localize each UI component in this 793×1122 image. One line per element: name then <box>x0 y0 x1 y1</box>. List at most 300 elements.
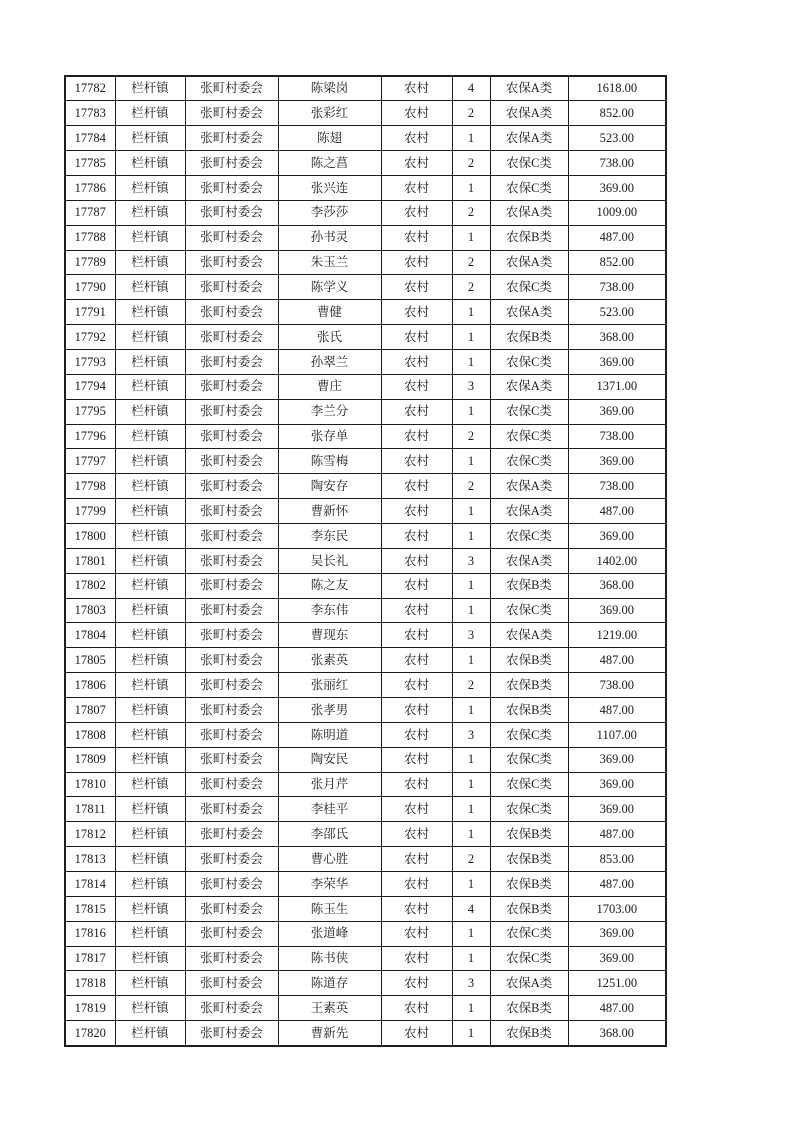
cell-amount: 1009.00 <box>568 200 666 225</box>
cell-town: 栏杆镇 <box>115 598 185 623</box>
cell-household-count: 3 <box>452 722 490 747</box>
cell-person-name: 曹健 <box>278 300 381 325</box>
table-row <box>65 747 666 772</box>
cell-residence-type: 农村 <box>381 648 452 673</box>
cell-household-count: 2 <box>452 200 490 225</box>
cell-town: 栏杆镇 <box>115 325 185 350</box>
cell-record-id: 17812 <box>65 822 115 847</box>
cell-village-committee: 张町村委会 <box>185 797 278 822</box>
cell-town: 栏杆镇 <box>115 797 185 822</box>
table-row <box>65 374 666 399</box>
cell-residence-type: 农村 <box>381 325 452 350</box>
cell-household-count: 1 <box>452 126 490 151</box>
cell-village-committee: 张町村委会 <box>185 424 278 449</box>
cell-town: 栏杆镇 <box>115 175 185 200</box>
table-row <box>65 1021 666 1046</box>
cell-record-id: 17788 <box>65 225 115 250</box>
cell-residence-type: 农村 <box>381 673 452 698</box>
table-row <box>65 847 666 872</box>
cell-household-count: 1 <box>452 325 490 350</box>
cell-insurance-category: 农保A类 <box>490 548 568 573</box>
cell-household-count: 1 <box>452 499 490 524</box>
cell-person-name: 陶安存 <box>278 474 381 499</box>
table-row <box>65 673 666 698</box>
cell-town: 栏杆镇 <box>115 921 185 946</box>
cell-residence-type: 农村 <box>381 921 452 946</box>
cell-amount: 487.00 <box>568 872 666 897</box>
cell-town: 栏杆镇 <box>115 548 185 573</box>
cell-town: 栏杆镇 <box>115 872 185 897</box>
cell-insurance-category: 农保B类 <box>490 648 568 673</box>
cell-town: 栏杆镇 <box>115 523 185 548</box>
cell-person-name: 曹新怀 <box>278 499 381 524</box>
cell-amount: 369.00 <box>568 175 666 200</box>
cell-amount: 852.00 <box>568 101 666 126</box>
cell-household-count: 1 <box>452 822 490 847</box>
cell-household-count: 2 <box>452 424 490 449</box>
cell-insurance-category: 农保C类 <box>490 797 568 822</box>
cell-village-committee: 张町村委会 <box>185 101 278 126</box>
cell-person-name: 张丽红 <box>278 673 381 698</box>
cell-household-count: 1 <box>452 175 490 200</box>
cell-household-count: 2 <box>452 474 490 499</box>
cell-residence-type: 农村 <box>381 424 452 449</box>
cell-record-id: 17807 <box>65 697 115 722</box>
cell-record-id: 17791 <box>65 300 115 325</box>
cell-village-committee: 张町村委会 <box>185 126 278 151</box>
cell-residence-type: 农村 <box>381 971 452 996</box>
cell-town: 栏杆镇 <box>115 349 185 374</box>
cell-residence-type: 农村 <box>381 722 452 747</box>
cell-town: 栏杆镇 <box>115 996 185 1021</box>
cell-amount: 1618.00 <box>568 76 666 101</box>
cell-insurance-category: 农保A类 <box>490 300 568 325</box>
cell-residence-type: 农村 <box>381 449 452 474</box>
cell-household-count: 4 <box>452 76 490 101</box>
cell-village-committee: 张町村委会 <box>185 623 278 648</box>
cell-amount: 853.00 <box>568 847 666 872</box>
table-row <box>65 76 666 101</box>
table-row <box>65 175 666 200</box>
cell-town: 栏杆镇 <box>115 101 185 126</box>
table-row <box>65 151 666 176</box>
cell-amount: 738.00 <box>568 673 666 698</box>
cell-town: 栏杆镇 <box>115 76 185 101</box>
table-row <box>65 225 666 250</box>
cell-household-count: 1 <box>452 225 490 250</box>
table-row <box>65 250 666 275</box>
cell-record-id: 17802 <box>65 573 115 598</box>
table-row <box>65 101 666 126</box>
cell-village-committee: 张町村委会 <box>185 946 278 971</box>
cell-amount: 523.00 <box>568 300 666 325</box>
cell-person-name: 张月芹 <box>278 772 381 797</box>
cell-town: 栏杆镇 <box>115 151 185 176</box>
cell-town: 栏杆镇 <box>115 474 185 499</box>
table-row <box>65 872 666 897</box>
cell-amount: 369.00 <box>568 523 666 548</box>
cell-person-name: 王素英 <box>278 996 381 1021</box>
table-row <box>65 772 666 797</box>
table-row <box>65 200 666 225</box>
cell-town: 栏杆镇 <box>115 946 185 971</box>
cell-record-id: 17787 <box>65 200 115 225</box>
cell-household-count: 2 <box>452 151 490 176</box>
cell-residence-type: 农村 <box>381 797 452 822</box>
cell-insurance-category: 农保C类 <box>490 151 568 176</box>
cell-insurance-category: 农保B类 <box>490 673 568 698</box>
cell-person-name: 张道峰 <box>278 921 381 946</box>
cell-residence-type: 农村 <box>381 474 452 499</box>
cell-residence-type: 农村 <box>381 349 452 374</box>
cell-insurance-category: 农保B类 <box>490 996 568 1021</box>
cell-amount: 1251.00 <box>568 971 666 996</box>
cell-household-count: 1 <box>452 996 490 1021</box>
table-row <box>65 697 666 722</box>
cell-person-name: 李邵氏 <box>278 822 381 847</box>
pension-table <box>64 75 667 1047</box>
cell-town: 栏杆镇 <box>115 573 185 598</box>
cell-record-id: 17803 <box>65 598 115 623</box>
cell-village-committee: 张町村委会 <box>185 573 278 598</box>
cell-person-name: 陈明道 <box>278 722 381 747</box>
cell-person-name: 曹心胜 <box>278 847 381 872</box>
cell-residence-type: 农村 <box>381 996 452 1021</box>
cell-village-committee: 张町村委会 <box>185 474 278 499</box>
cell-record-id: 17814 <box>65 872 115 897</box>
table-row <box>65 548 666 573</box>
cell-insurance-category: 农保C类 <box>490 946 568 971</box>
cell-village-committee: 张町村委会 <box>185 175 278 200</box>
cell-record-id: 17798 <box>65 474 115 499</box>
cell-person-name: 陈道存 <box>278 971 381 996</box>
cell-town: 栏杆镇 <box>115 275 185 300</box>
cell-household-count: 1 <box>452 946 490 971</box>
table-row <box>65 474 666 499</box>
cell-village-committee: 张町村委会 <box>185 673 278 698</box>
cell-insurance-category: 农保B类 <box>490 573 568 598</box>
cell-household-count: 1 <box>452 747 490 772</box>
cell-person-name: 张素英 <box>278 648 381 673</box>
table-row <box>65 523 666 548</box>
cell-insurance-category: 农保C类 <box>490 772 568 797</box>
cell-insurance-category: 农保A类 <box>490 250 568 275</box>
cell-amount: 368.00 <box>568 325 666 350</box>
cell-amount: 369.00 <box>568 399 666 424</box>
cell-person-name: 陈梁岗 <box>278 76 381 101</box>
cell-residence-type: 农村 <box>381 623 452 648</box>
cell-insurance-category: 农保C类 <box>490 424 568 449</box>
cell-town: 栏杆镇 <box>115 424 185 449</box>
cell-residence-type: 农村 <box>381 573 452 598</box>
cell-amount: 369.00 <box>568 598 666 623</box>
cell-record-id: 17789 <box>65 250 115 275</box>
cell-record-id: 17808 <box>65 722 115 747</box>
cell-village-committee: 张町村委会 <box>185 648 278 673</box>
cell-household-count: 2 <box>452 673 490 698</box>
cell-village-committee: 张町村委会 <box>185 151 278 176</box>
cell-residence-type: 农村 <box>381 822 452 847</box>
cell-amount: 738.00 <box>568 474 666 499</box>
cell-village-committee: 张町村委会 <box>185 374 278 399</box>
table-row <box>65 275 666 300</box>
cell-person-name: 曹新先 <box>278 1021 381 1046</box>
cell-record-id: 17805 <box>65 648 115 673</box>
cell-village-committee: 张町村委会 <box>185 971 278 996</box>
cell-town: 栏杆镇 <box>115 623 185 648</box>
cell-record-id: 17783 <box>65 101 115 126</box>
cell-village-committee: 张町村委会 <box>185 747 278 772</box>
cell-record-id: 17782 <box>65 76 115 101</box>
cell-residence-type: 农村 <box>381 523 452 548</box>
cell-record-id: 17810 <box>65 772 115 797</box>
cell-record-id: 17804 <box>65 623 115 648</box>
cell-record-id: 17815 <box>65 896 115 921</box>
cell-person-name: 孙翠兰 <box>278 349 381 374</box>
cell-insurance-category: 农保B类 <box>490 225 568 250</box>
cell-village-committee: 张町村委会 <box>185 449 278 474</box>
cell-amount: 369.00 <box>568 349 666 374</box>
cell-village-committee: 张町村委会 <box>185 772 278 797</box>
cell-person-name: 陈学义 <box>278 275 381 300</box>
cell-residence-type: 农村 <box>381 101 452 126</box>
cell-person-name: 李桂平 <box>278 797 381 822</box>
cell-village-committee: 张町村委会 <box>185 499 278 524</box>
cell-town: 栏杆镇 <box>115 300 185 325</box>
cell-record-id: 17809 <box>65 747 115 772</box>
cell-amount: 369.00 <box>568 797 666 822</box>
cell-residence-type: 农村 <box>381 175 452 200</box>
cell-record-id: 17793 <box>65 349 115 374</box>
cell-residence-type: 农村 <box>381 548 452 573</box>
cell-village-committee: 张町村委会 <box>185 822 278 847</box>
table-row <box>65 623 666 648</box>
cell-record-id: 17799 <box>65 499 115 524</box>
table-row <box>65 996 666 1021</box>
cell-insurance-category: 农保C类 <box>490 747 568 772</box>
cell-household-count: 1 <box>452 697 490 722</box>
cell-household-count: 1 <box>452 399 490 424</box>
cell-town: 栏杆镇 <box>115 772 185 797</box>
cell-insurance-category: 农保A类 <box>490 374 568 399</box>
table-row <box>65 648 666 673</box>
cell-household-count: 4 <box>452 896 490 921</box>
cell-person-name: 李荣华 <box>278 872 381 897</box>
table-row <box>65 797 666 822</box>
cell-record-id: 17800 <box>65 523 115 548</box>
cell-residence-type: 农村 <box>381 126 452 151</box>
cell-household-count: 3 <box>452 971 490 996</box>
cell-person-name: 陈雪梅 <box>278 449 381 474</box>
table-row <box>65 325 666 350</box>
cell-village-committee: 张町村委会 <box>185 225 278 250</box>
cell-amount: 487.00 <box>568 697 666 722</box>
cell-person-name: 李东伟 <box>278 598 381 623</box>
cell-person-name: 张兴连 <box>278 175 381 200</box>
cell-residence-type: 农村 <box>381 896 452 921</box>
cell-person-name: 陈之菖 <box>278 151 381 176</box>
cell-village-committee: 张町村委会 <box>185 872 278 897</box>
cell-person-name: 张彩红 <box>278 101 381 126</box>
cell-insurance-category: 农保B类 <box>490 822 568 847</box>
cell-amount: 369.00 <box>568 449 666 474</box>
cell-record-id: 17786 <box>65 175 115 200</box>
cell-residence-type: 农村 <box>381 499 452 524</box>
cell-amount: 738.00 <box>568 424 666 449</box>
cell-residence-type: 农村 <box>381 697 452 722</box>
cell-town: 栏杆镇 <box>115 747 185 772</box>
cell-household-count: 3 <box>452 548 490 573</box>
cell-village-committee: 张町村委会 <box>185 896 278 921</box>
cell-record-id: 17794 <box>65 374 115 399</box>
cell-town: 栏杆镇 <box>115 126 185 151</box>
cell-town: 栏杆镇 <box>115 822 185 847</box>
table-row <box>65 349 666 374</box>
cell-record-id: 17818 <box>65 971 115 996</box>
cell-village-committee: 张町村委会 <box>185 847 278 872</box>
cell-residence-type: 农村 <box>381 847 452 872</box>
cell-amount: 368.00 <box>568 573 666 598</box>
cell-insurance-category: 农保C类 <box>490 722 568 747</box>
cell-village-committee: 张町村委会 <box>185 548 278 573</box>
cell-residence-type: 农村 <box>381 76 452 101</box>
cell-insurance-category: 农保B类 <box>490 1021 568 1046</box>
cell-village-committee: 张町村委会 <box>185 523 278 548</box>
cell-record-id: 17784 <box>65 126 115 151</box>
cell-residence-type: 农村 <box>381 598 452 623</box>
cell-insurance-category: 农保C类 <box>490 399 568 424</box>
cell-person-name: 吴长礼 <box>278 548 381 573</box>
cell-village-committee: 张町村委会 <box>185 598 278 623</box>
cell-household-count: 1 <box>452 648 490 673</box>
cell-household-count: 2 <box>452 847 490 872</box>
cell-household-count: 1 <box>452 349 490 374</box>
table-row <box>65 499 666 524</box>
cell-person-name: 李东民 <box>278 523 381 548</box>
cell-record-id: 17816 <box>65 921 115 946</box>
table-body <box>65 76 666 1046</box>
cell-amount: 738.00 <box>568 151 666 176</box>
table-row <box>65 126 666 151</box>
cell-insurance-category: 农保A类 <box>490 474 568 499</box>
cell-household-count: 1 <box>452 797 490 822</box>
cell-household-count: 1 <box>452 921 490 946</box>
cell-town: 栏杆镇 <box>115 374 185 399</box>
cell-amount: 1107.00 <box>568 722 666 747</box>
cell-record-id: 17785 <box>65 151 115 176</box>
cell-residence-type: 农村 <box>381 151 452 176</box>
cell-record-id: 17790 <box>65 275 115 300</box>
cell-person-name: 李兰分 <box>278 399 381 424</box>
cell-person-name: 陈玉生 <box>278 896 381 921</box>
cell-record-id: 17811 <box>65 797 115 822</box>
cell-residence-type: 农村 <box>381 275 452 300</box>
cell-insurance-category: 农保B类 <box>490 872 568 897</box>
cell-residence-type: 农村 <box>381 300 452 325</box>
cell-insurance-category: 农保B类 <box>490 697 568 722</box>
cell-insurance-category: 农保A类 <box>490 499 568 524</box>
cell-village-committee: 张町村委会 <box>185 921 278 946</box>
cell-amount: 487.00 <box>568 996 666 1021</box>
cell-household-count: 3 <box>452 623 490 648</box>
cell-person-name: 曹庄 <box>278 374 381 399</box>
cell-person-name: 曹现东 <box>278 623 381 648</box>
cell-insurance-category: 农保B类 <box>490 325 568 350</box>
cell-amount: 368.00 <box>568 1021 666 1046</box>
cell-residence-type: 农村 <box>381 200 452 225</box>
cell-insurance-category: 农保C类 <box>490 921 568 946</box>
cell-record-id: 17819 <box>65 996 115 1021</box>
cell-record-id: 17796 <box>65 424 115 449</box>
cell-household-count: 1 <box>452 598 490 623</box>
cell-record-id: 17817 <box>65 946 115 971</box>
cell-person-name: 陈之友 <box>278 573 381 598</box>
cell-amount: 852.00 <box>568 250 666 275</box>
cell-village-committee: 张町村委会 <box>185 275 278 300</box>
cell-household-count: 1 <box>452 772 490 797</box>
cell-town: 栏杆镇 <box>115 449 185 474</box>
cell-village-committee: 张町村委会 <box>185 325 278 350</box>
cell-record-id: 17795 <box>65 399 115 424</box>
cell-village-committee: 张町村委会 <box>185 399 278 424</box>
table-row <box>65 449 666 474</box>
cell-person-name: 陈书侠 <box>278 946 381 971</box>
table-row <box>65 896 666 921</box>
cell-town: 栏杆镇 <box>115 722 185 747</box>
cell-village-committee: 张町村委会 <box>185 349 278 374</box>
cell-residence-type: 农村 <box>381 872 452 897</box>
cell-town: 栏杆镇 <box>115 225 185 250</box>
cell-person-name: 陶安民 <box>278 747 381 772</box>
cell-record-id: 17820 <box>65 1021 115 1046</box>
cell-town: 栏杆镇 <box>115 250 185 275</box>
cell-insurance-category: 农保C类 <box>490 175 568 200</box>
cell-person-name: 张孝男 <box>278 697 381 722</box>
cell-record-id: 17801 <box>65 548 115 573</box>
cell-village-committee: 张町村委会 <box>185 1021 278 1046</box>
cell-insurance-category: 农保A类 <box>490 971 568 996</box>
cell-town: 栏杆镇 <box>115 1021 185 1046</box>
cell-residence-type: 农村 <box>381 946 452 971</box>
cell-person-name: 陈翅 <box>278 126 381 151</box>
cell-town: 栏杆镇 <box>115 399 185 424</box>
cell-insurance-category: 农保C类 <box>490 523 568 548</box>
cell-town: 栏杆镇 <box>115 896 185 921</box>
table-row <box>65 300 666 325</box>
cell-amount: 369.00 <box>568 946 666 971</box>
table-row <box>65 424 666 449</box>
cell-residence-type: 农村 <box>381 374 452 399</box>
table-row <box>65 722 666 747</box>
cell-person-name: 朱玉兰 <box>278 250 381 275</box>
cell-person-name: 李莎莎 <box>278 200 381 225</box>
cell-residence-type: 农村 <box>381 399 452 424</box>
cell-town: 栏杆镇 <box>115 648 185 673</box>
cell-amount: 1371.00 <box>568 374 666 399</box>
cell-amount: 487.00 <box>568 648 666 673</box>
table-row <box>65 946 666 971</box>
cell-amount: 1219.00 <box>568 623 666 648</box>
table-row <box>65 971 666 996</box>
cell-amount: 487.00 <box>568 499 666 524</box>
cell-record-id: 17806 <box>65 673 115 698</box>
cell-insurance-category: 农保A类 <box>490 623 568 648</box>
cell-household-count: 1 <box>452 300 490 325</box>
table-row <box>65 822 666 847</box>
cell-household-count: 3 <box>452 374 490 399</box>
table-row <box>65 399 666 424</box>
cell-insurance-category: 农保A类 <box>490 101 568 126</box>
